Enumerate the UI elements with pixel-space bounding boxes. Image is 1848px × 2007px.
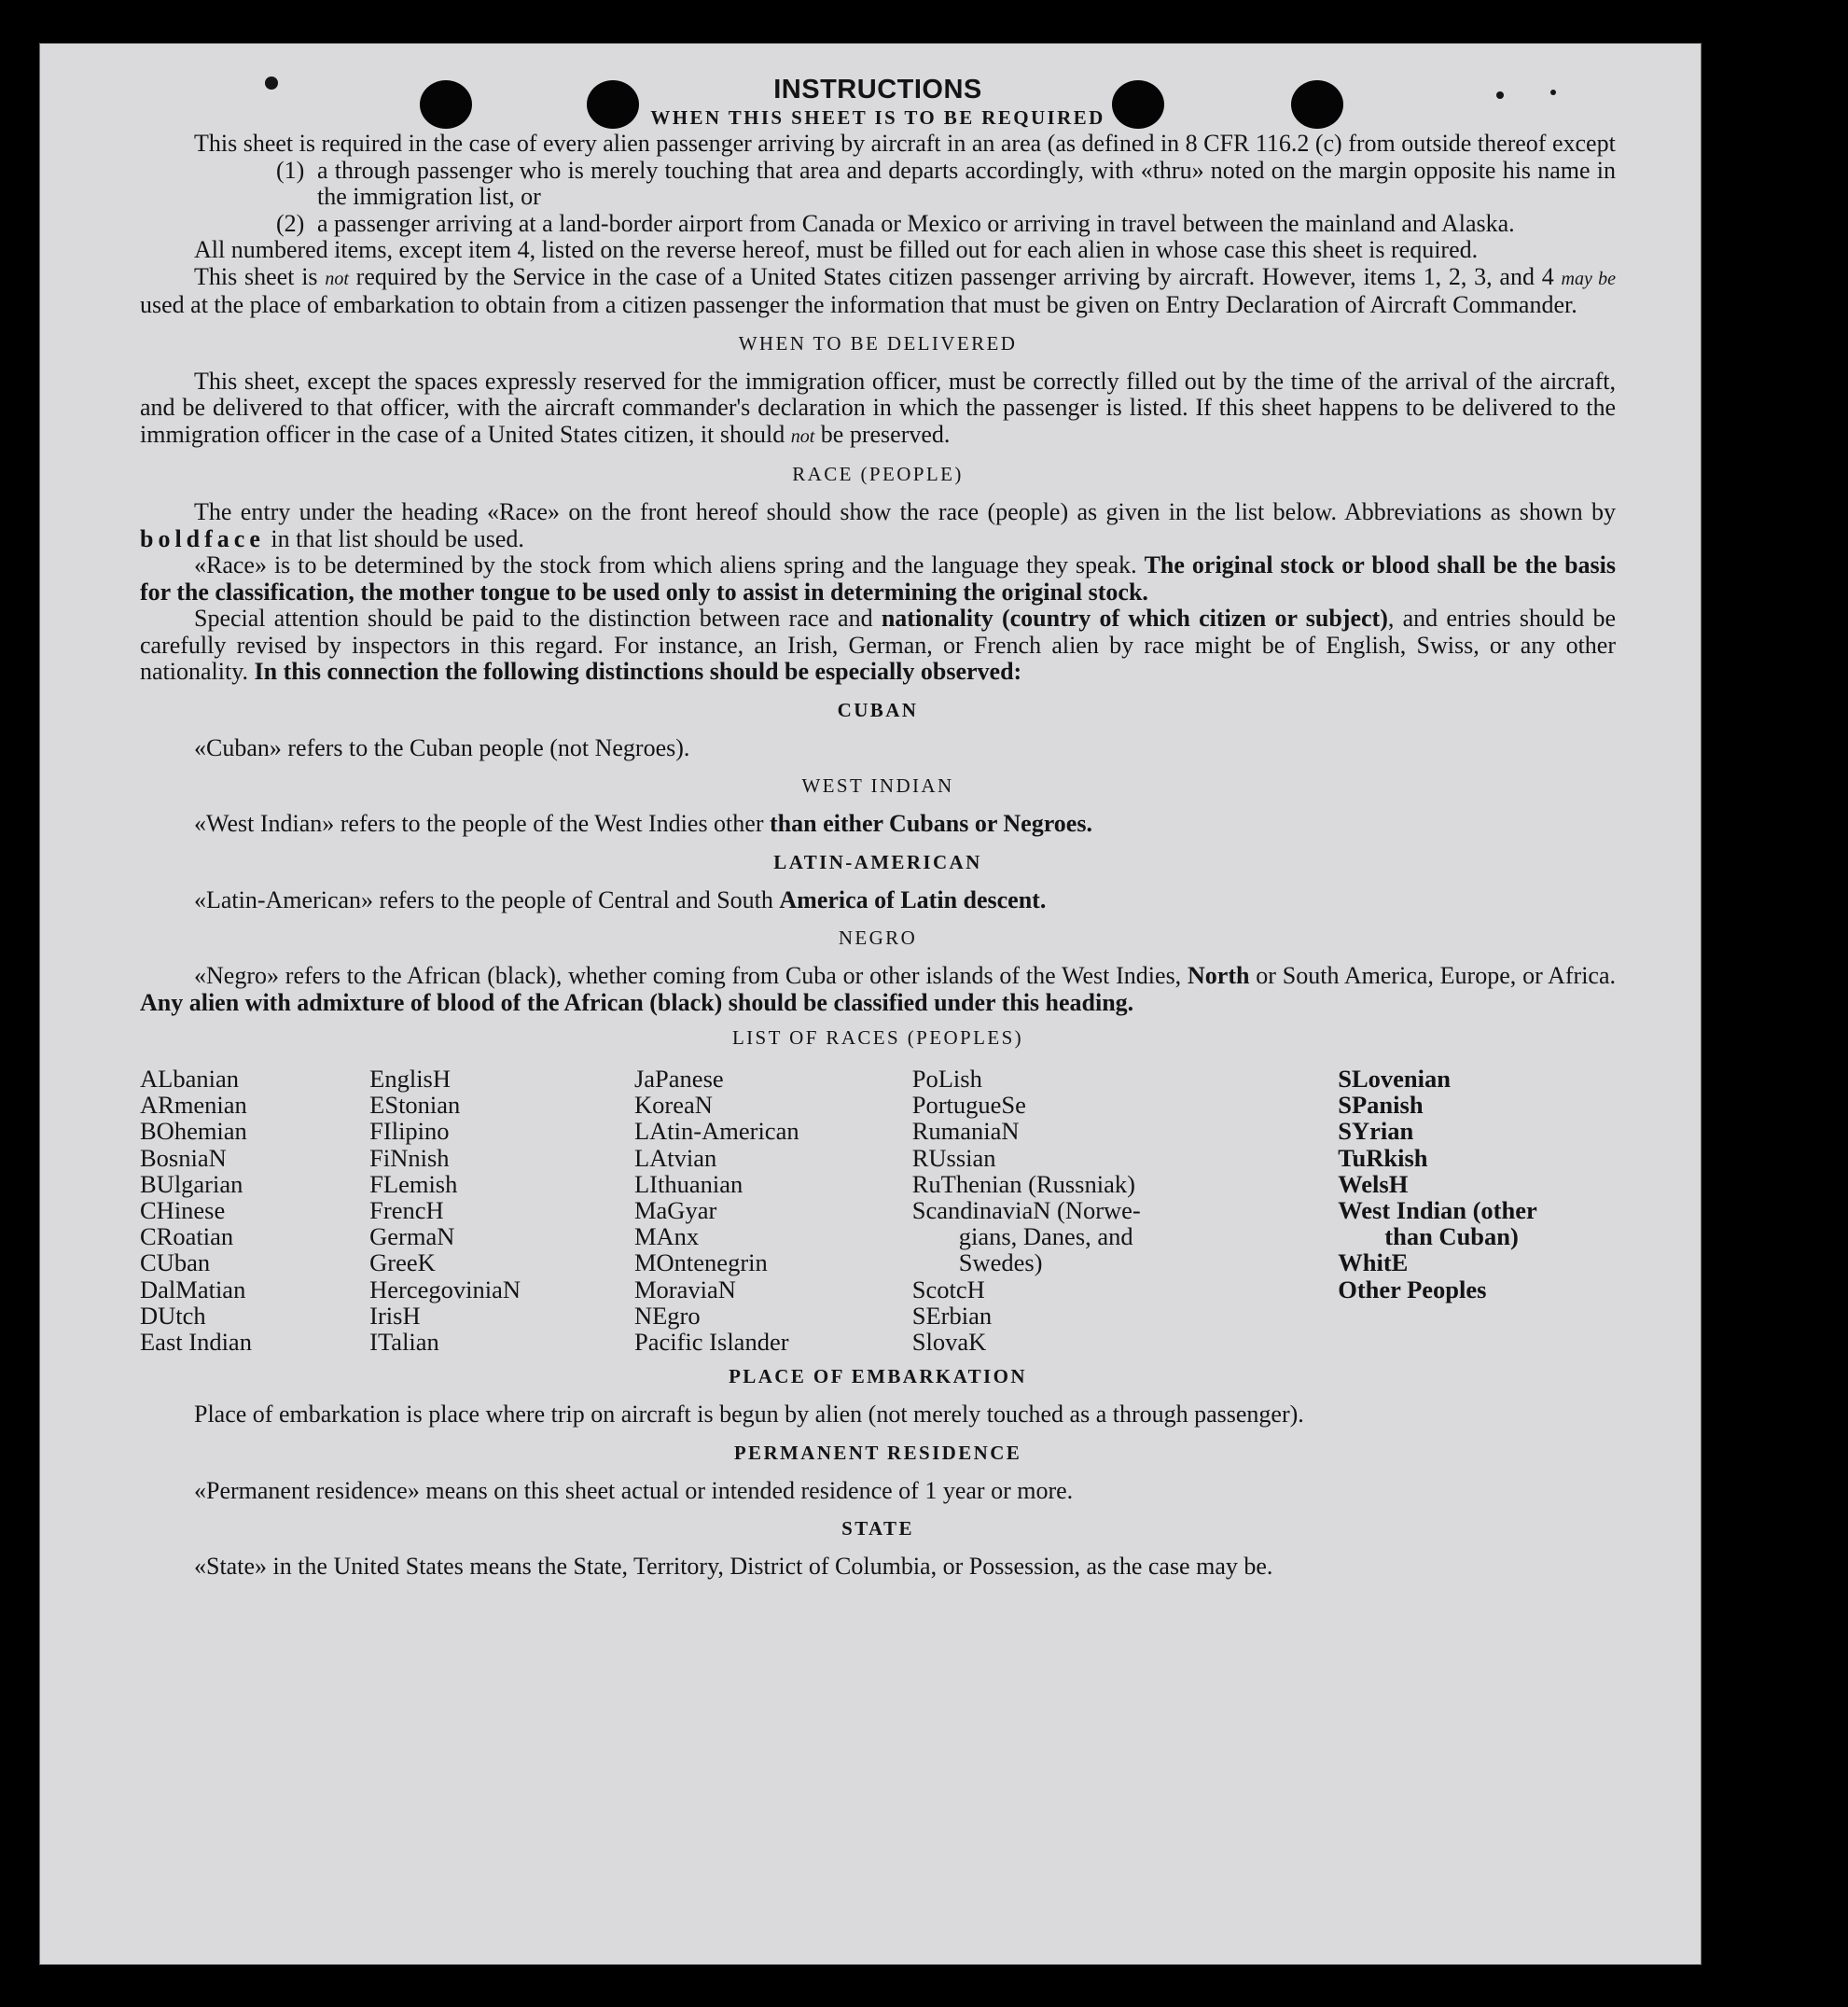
list-item: LAtvian — [633, 1143, 717, 1172]
list-item: ScotcH — [911, 1275, 985, 1303]
list-item: LAtin-American — [633, 1117, 799, 1146]
paragraph-delivery: This sheet, except the spaces expressly reserved for the immigration officer, must be correctly filled out by the time of the arrival of the aircraft, and be delivered to that officer, with the aircraft commander's declaration in which the passenger is listed. If this sheet happens to be delivered to the immigration officer in the case of a United States citizen, it should not be preserved. — [140, 367, 1616, 448]
list-item: CUban — [140, 1248, 211, 1277]
paragraph-race-3: Special attention should be paid to the distinction between race and nationality (country of which citizen or subject), and entries should be carefully revised by inspectors in this regard. For instance, an Irish, German, or French alien by race might be of English, Swiss, or any other nationality. In this connection the following distinctions should be especially observed: — [140, 605, 1616, 685]
paragraph-cuban: «Cuban» refers to the Cuban people (not Negroes). — [194, 733, 690, 761]
list-item: SErbian — [911, 1301, 993, 1330]
instructions-content — [140, 75, 1616, 1581]
races-column-4 — [912, 1066, 1339, 1355]
paragraph-citizen: This sheet is not required by the Service in the case of a United States citizen passenger arriving by aircraft. However, items 1, 2, 3, and 4 may be used at the place of embarkation to obtain from a citizen passenger the information that must be given on Entry Declaration of Aircraft Commander. — [140, 262, 1616, 318]
list-item: EStonian — [369, 1091, 461, 1120]
races-column-5 — [1338, 1066, 1616, 1355]
exception-item-1: (1) a through passenger who is merely touching that area and departs accordingly, with «thru» noted on the margin opposite his name in the immigration list, or — [276, 156, 1616, 210]
list-item: NEgro — [633, 1301, 701, 1330]
paragraph-race-1: The entry under the heading «Race» on the front hereof should show the race (people) as given in the list below. Abbreviations as shown by boldface in that list should be used. — [140, 498, 1616, 552]
list-item: MaGyar — [633, 1196, 717, 1225]
list-item: GermaN — [369, 1222, 455, 1251]
paragraph-race-2: «Race» is to be determined by the stock from which aliens spring and the language they speak. The original stock or blood shall be the basis for the classification, the mother tongue to be used only to assist in determining the original stock. — [140, 551, 1617, 606]
list-item: PoLish — [911, 1065, 982, 1093]
list-item-continuation: Swedes) — [958, 1248, 1043, 1277]
list-item: BosniaN — [140, 1143, 227, 1172]
list-item: ITalian — [369, 1328, 439, 1357]
paragraph-residence: «Permanent residence» means on this sheet actual or intended residence of 1 year or more. — [194, 1476, 1074, 1504]
races-column-1 — [140, 1066, 369, 1355]
list-item: DalMatian — [140, 1275, 246, 1303]
list-item: DUtch — [140, 1301, 206, 1330]
list-item: LIthuanian — [633, 1169, 743, 1198]
list-item: ALbanian — [140, 1065, 239, 1093]
section-heading-list-of-races: LIST OF RACES (PEOPLES) — [731, 1026, 1024, 1049]
list-item: ScandinaviaN (Norwe- — [911, 1196, 1141, 1225]
section-heading-race: RACE (PEOPLE) — [792, 463, 964, 485]
paragraph-numbered-items: All numbered items, except item 4, listed on the reverse hereof, must be filled out for each alien in whose case this sheet is required. — [194, 236, 1479, 263]
page-title: INSTRUCTIONS — [773, 75, 982, 105]
list-item: SlovaK — [911, 1328, 987, 1357]
section-heading-embarkation: PLACE OF EMBARKATION — [729, 1365, 1027, 1388]
exception-item-2: (2) a passenger arriving at a land-border airport from Canada or Mexico or arriving in travel between the mainland and Alaska. — [276, 209, 1515, 237]
list-item-continuation: than Cuban) — [1384, 1222, 1519, 1251]
section-heading-cuban: CUBAN — [837, 698, 919, 721]
list-item: CRoatian — [140, 1222, 234, 1251]
list-item: SLovenian — [1338, 1065, 1452, 1093]
section-heading-negro: NEGRO — [838, 927, 918, 949]
paragraph-required-intro: This sheet is required in the case of every alien passenger arriving by aircraft in an area (as defined in 8 CFR 116.2 (c) from outside thereof except — [194, 130, 1616, 157]
section-heading-latin-american: LATIN-AMERICAN — [773, 850, 982, 873]
list-item: RumaniaN — [911, 1117, 1020, 1146]
list-item: TuRkish — [1338, 1143, 1428, 1172]
list-item: PortugueSe — [911, 1091, 1026, 1120]
list-item: WhitE — [1338, 1248, 1409, 1277]
list-item: ARmenian — [140, 1091, 247, 1120]
list-of-races — [140, 1066, 1616, 1355]
list-item: BUlgarian — [140, 1169, 243, 1198]
list-item: HercegoviniaN — [369, 1275, 521, 1303]
paragraph-state: «State» in the United States means the State, Territory, District of Columbia, or Possession, as the case may be. — [194, 1553, 1273, 1581]
list-item: KoreaN — [633, 1091, 713, 1120]
paragraph-negro: «Negro» refers to the African (black), whether coming from Cuba or other islands of the West Indies, North or South America, Europe, or Africa. Any alien with admixture of blood of the African (black) should be classified under this heading. — [140, 962, 1617, 1016]
section-heading-residence: PERMANENT RESIDENCE — [733, 1441, 1022, 1464]
list-item: MoraviaN — [633, 1275, 736, 1303]
list-item: SYrian — [1338, 1117, 1414, 1146]
section-heading-required: WHEN THIS SHEET IS TO BE REQUIRED — [650, 106, 1105, 129]
list-item: MAnx — [633, 1222, 700, 1251]
list-item: CHinese — [140, 1196, 226, 1225]
list-item: FiNnish — [369, 1143, 450, 1172]
list-item: FLemish — [369, 1169, 458, 1198]
paragraph-latin-american: «Latin-American» refers to the people of Central and South America of Latin descent. — [194, 885, 1047, 913]
section-heading-state: STATE — [841, 1517, 914, 1540]
races-column-2 — [369, 1066, 634, 1355]
list-item: RuThenian (Russniak) — [911, 1169, 1135, 1198]
list-item: BOhemian — [140, 1117, 247, 1146]
list-item-continuation: gians, Danes, and — [958, 1222, 1133, 1251]
list-item: EnglisH — [369, 1065, 452, 1093]
list-item: Other Peoples — [1338, 1275, 1487, 1303]
list-item: SPanish — [1338, 1091, 1424, 1120]
list-item: JaPanese — [633, 1065, 724, 1093]
list-item: Pacific Islander — [633, 1328, 789, 1357]
paragraph-west-indian: «West Indian» refers to the people of the West Indies other than either Cubans or Negroes. — [194, 810, 1092, 837]
section-heading-delivery: WHEN TO BE DELIVERED — [738, 331, 1018, 355]
list-item: FrencH — [369, 1196, 444, 1225]
list-item: IrisH — [369, 1301, 421, 1330]
list-item: FIlipino — [369, 1117, 450, 1146]
list-item: RUssian — [911, 1143, 996, 1172]
paragraph-embarkation: Place of embarkation is place where trip on aircraft is begun by alien (not merely touched as a through passenger). — [194, 1401, 1304, 1429]
list-item: West Indian (other — [1338, 1196, 1537, 1225]
list-item: GreeK — [369, 1248, 436, 1277]
section-heading-west-indian: WEST INDIAN — [801, 774, 954, 797]
list-item: WelsH — [1338, 1169, 1409, 1198]
list-item: MOntenegrin — [633, 1248, 768, 1277]
races-column-3 — [634, 1066, 912, 1355]
list-item: East Indian — [140, 1328, 252, 1357]
